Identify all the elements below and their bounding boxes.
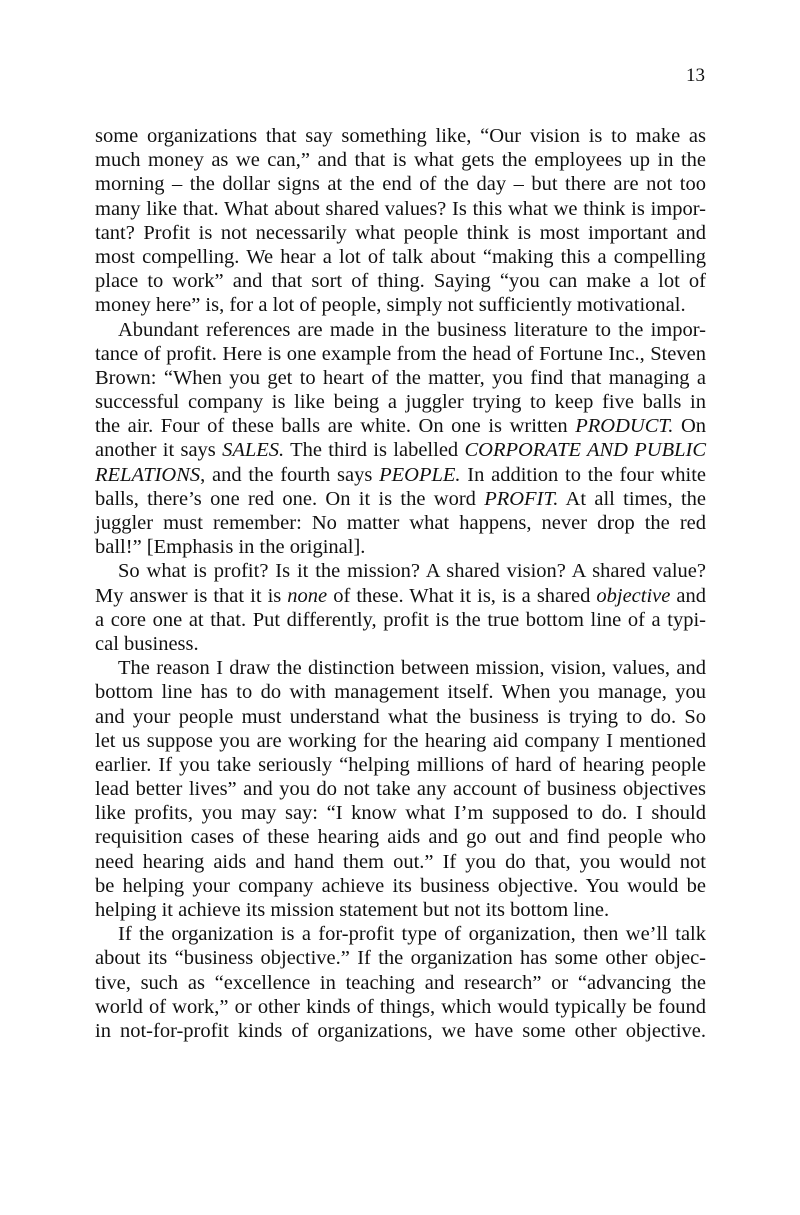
paragraph-first-line (95, 656, 706, 680)
text-segment: money here” is, for a lot of people, simply not sufficiently motivational. (95, 294, 686, 317)
text-line (95, 898, 706, 922)
text-line (95, 438, 706, 462)
italic-text: CORPORATE AND PUBLIC (464, 439, 707, 462)
text-segment: be helping your company achieve its business objective. You would be (95, 874, 706, 897)
text-segment: like profits, you may say: “I know what I’m supposed to do. I should (95, 802, 706, 825)
text-line (95, 705, 706, 729)
text-segment: most compelling. We hear a lot of talk about “making this a compelling (95, 245, 706, 268)
text-line (95, 511, 706, 535)
text-segment: tance of profit. Here is one example from the head of Fortune Inc., Steven (95, 342, 706, 365)
text-segment: and your people must understand what the business is trying to do. So (95, 705, 706, 728)
text-line (95, 197, 706, 221)
text-segment: ball!” [Emphasis in the original]. (95, 536, 366, 559)
text-line (95, 487, 706, 511)
text-segment: of these. What it is, is a shared (327, 584, 597, 607)
text-line (95, 390, 706, 414)
text-segment: the air. Four of these balls are white. On one is written (95, 415, 576, 438)
text-segment: much money as we can,” and that is what gets the employees up in the (95, 149, 706, 172)
text-segment: many like that. What about shared values? Is this what we think is impor- (95, 197, 706, 220)
text-segment: another it says (95, 439, 223, 462)
text-line (95, 366, 706, 390)
text-segment: tive, such as “excellence in teaching and research” or “advancing the (95, 971, 706, 994)
text-segment: lead better lives” and you do not take any account of business objectives (95, 778, 706, 801)
text-segment: My answer is that it is (95, 584, 288, 607)
italic-text: RELATIONS (95, 463, 201, 486)
italic-text: PRODUCT. (575, 415, 674, 438)
text-line (95, 608, 706, 632)
text-segment: On (673, 415, 706, 438)
text-line (95, 245, 706, 269)
text-line (95, 850, 706, 874)
text-line (95, 825, 706, 849)
text-line (95, 124, 706, 148)
paragraph-first-line (95, 318, 706, 342)
text-line (95, 680, 706, 704)
text-segment: , and the fourth says (200, 463, 380, 486)
text-segment: requisition cases of these hearing aids and go out and find people who (95, 826, 706, 849)
text-segment: If the organization is a for-profit type of organization, then we’ll talk (118, 923, 706, 946)
text-line (95, 995, 706, 1019)
text-segment: in not-for-profit kinds of organizations, we have some other objective. (95, 1019, 706, 1042)
text-line (95, 946, 706, 970)
page-number: 13 (686, 65, 705, 86)
text-line (95, 463, 706, 487)
text-line (95, 632, 706, 656)
text-segment: and (670, 584, 707, 607)
text-line (95, 729, 706, 753)
text-line (95, 269, 706, 293)
text-segment: place to work” and that sort of thing. Saying “you can make a lot of (95, 270, 706, 293)
text-segment: need hearing aids and hand them out.” If you do that, you would not (95, 850, 706, 873)
text-segment: juggler must remember: No matter what happens, never drop the red (95, 512, 706, 534)
text-segment: helping it achieve its mission statement but not its bottom line. (95, 899, 610, 921)
text-line (95, 293, 706, 317)
text-line (95, 1019, 706, 1043)
text-segment: The third is labelled (284, 439, 465, 462)
italic-text: none (287, 584, 328, 607)
text-segment: balls, there’s one red one. On it is the word (95, 487, 485, 510)
text-line (95, 172, 706, 196)
italic-text: PEOPLE. (379, 463, 461, 486)
text-segment: bottom line has to do with management itself. When you manage, you (95, 681, 706, 704)
text-segment: a core one at that. Put differently, profit is the true bottom line of a typi- (95, 608, 706, 631)
text-segment: let us suppose you are working for the hearing aid company I mentioned (95, 729, 706, 752)
text-segment: cal business. (95, 632, 199, 655)
text-segment: The reason I draw the distinction between mission, vision, values, and (118, 657, 706, 680)
text-segment: So what is profit? Is it the mission? A shared vision? A shared value? (118, 560, 706, 583)
text-line (95, 971, 706, 995)
text-segment: successful company is like being a juggler trying to keep five balls in (95, 391, 706, 414)
text-line (95, 874, 706, 898)
italic-text: objective (596, 584, 671, 607)
text-line (95, 221, 706, 245)
italic-text: PROFIT. (484, 487, 559, 510)
text-line (95, 342, 706, 366)
paragraph-first-line (95, 559, 706, 583)
text-line (95, 584, 706, 608)
italic-text: SALES. (222, 439, 285, 462)
text-segment: Brown: “When you get to heart of the matter, you find that managing a (95, 366, 706, 389)
paragraph-first-line (95, 922, 706, 946)
text-line (95, 801, 706, 825)
text-segment: morning – the dollar signs at the end of the day – but there are not too (95, 173, 706, 196)
text-segment: world of work,” or other kinds of things, which would typically be found (95, 995, 706, 1018)
text-segment: Abundant references are made in the business literature to the impor- (118, 318, 706, 341)
text-segment: In addition to the four white (460, 463, 706, 486)
text-segment: earlier. If you take seriously “helping millions of hard of hearing people (95, 753, 706, 776)
text-line (95, 753, 706, 777)
text-line (95, 414, 706, 438)
body-text (95, 124, 706, 1043)
text-line (95, 148, 706, 172)
text-segment: some organizations that say something like, “Our vision is to make as (95, 125, 706, 147)
text-segment: tant? Profit is not necessarily what people think is most important and (95, 221, 706, 244)
text-segment: about its “business objective.” If the organization has some other objec- (95, 947, 706, 970)
text-line (95, 777, 706, 801)
text-segment: At all times, the (558, 487, 706, 510)
text-line (95, 535, 706, 559)
